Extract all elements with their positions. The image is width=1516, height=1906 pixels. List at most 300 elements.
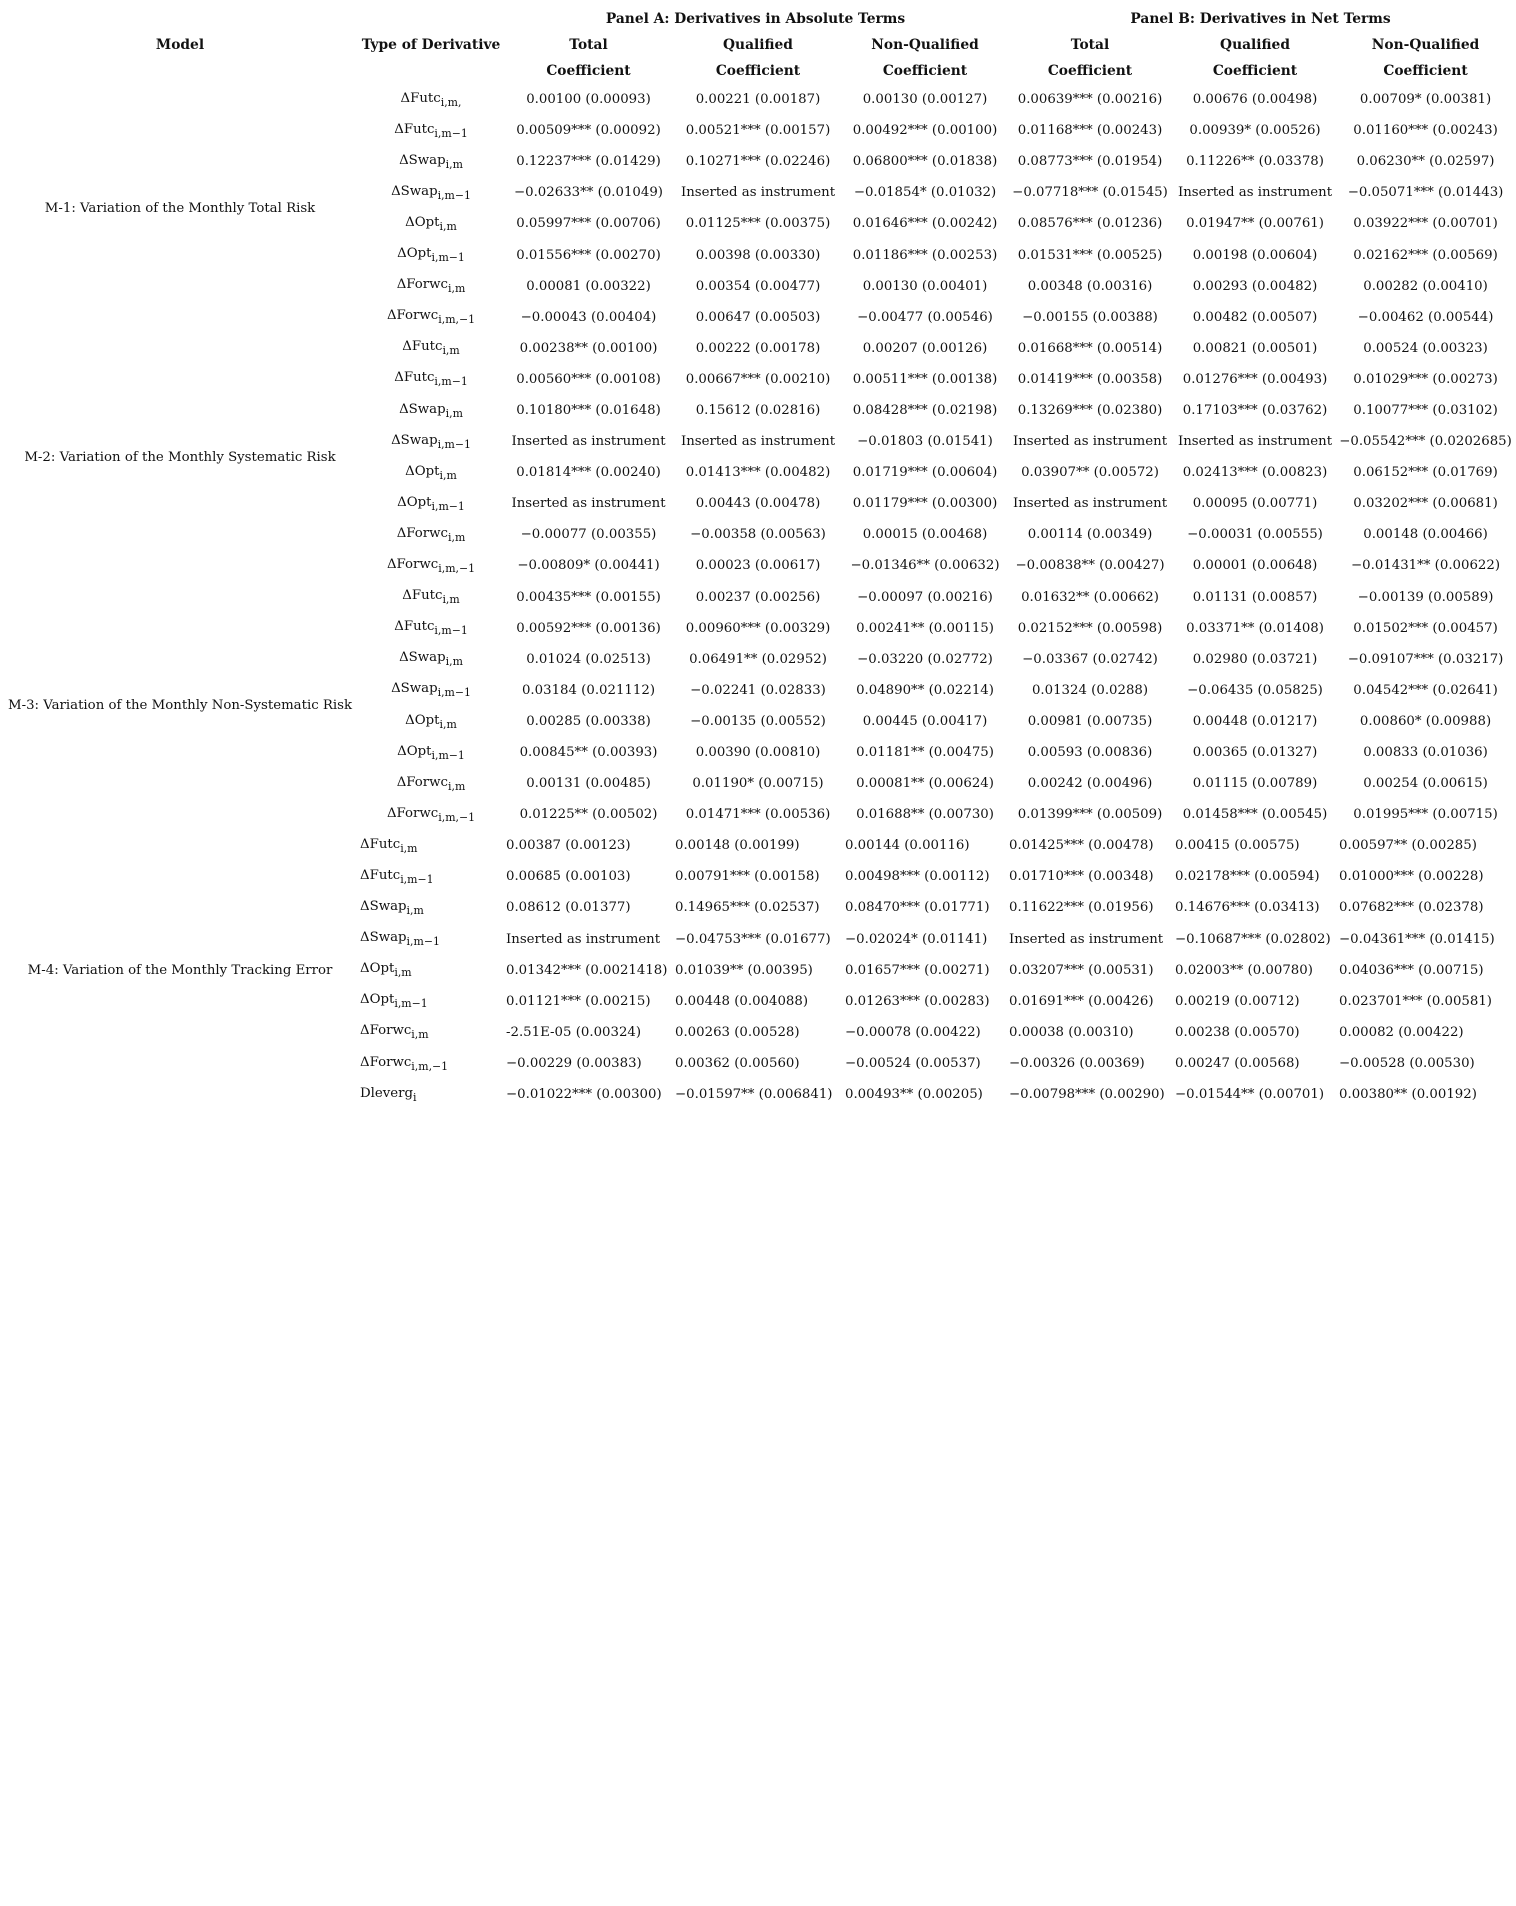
coefficient-cell: 0.00130 (0.00401) [862, 278, 988, 294]
derivative-symbol: ΔSwap [399, 401, 446, 417]
coefficient-cell: 0.17103*** (0.03762) [1182, 402, 1328, 418]
derivative-subscript: i,m,−1 [411, 1059, 449, 1073]
derivative-symbol: ΔFutc [394, 619, 435, 635]
coefficient-cell: 0.11226** (0.03378) [1186, 154, 1324, 170]
coefficient-cell: −0.00155 (0.00388) [1022, 309, 1158, 325]
derivative-symbol: ΔFutc [402, 339, 443, 355]
coefficient-cell: 0.02980 (0.03721) [1192, 651, 1318, 667]
panel-a-header: Panel A: Derivatives in Absolute Terms [605, 11, 906, 27]
coefficient-cell: 0.05997*** (0.00706) [516, 216, 661, 232]
coefficient-cell: −0.00524 (0.00537) [845, 1055, 981, 1071]
coefficient-cell: 0.00263 (0.00528) [675, 1024, 800, 1040]
coefficient-cell: 0.01995*** (0.00715) [1353, 807, 1498, 823]
derivative-subscript: i,m [448, 530, 466, 544]
derivative-subscript: i,m,−1 [438, 561, 476, 575]
derivative-symbol: ΔSwap [391, 183, 438, 199]
coefficient-cell: Inserted as instrument [506, 931, 661, 947]
coefficient-cell: Inserted as instrument [1012, 496, 1168, 512]
coefficient-cell: 0.00221 (0.00187) [695, 92, 821, 108]
derivative-type-cell [358, 613, 504, 644]
derivative-subscript: i,m [445, 655, 463, 669]
coefficient-cell: 0.00254 (0.00615) [1363, 776, 1488, 792]
coefficient-cell: 0.02162*** (0.00569) [1353, 247, 1498, 263]
coefficient-cell: Inserted as instrument [680, 434, 836, 450]
derivative-type-cell [358, 1079, 504, 1110]
derivative-symbol: ΔForwc [396, 277, 448, 293]
coefficient-cell: −0.01544** (0.00701) [1175, 1087, 1325, 1103]
coefficient-header: Coefficient [1212, 63, 1298, 79]
coefficient-cell: −0.00798*** (0.00290) [1009, 1087, 1165, 1103]
coefficient-header: Coefficient [546, 63, 631, 79]
coefficient-cell: 0.00482 (0.00507) [1192, 309, 1318, 325]
derivative-symbol: ΔForwc [386, 308, 439, 324]
derivative-subscript: i,m−1 [406, 934, 440, 948]
coefficient-cell: 0.02413*** (0.00823) [1182, 465, 1328, 481]
coefficient-cell: 0.00081 (0.00322) [526, 278, 651, 294]
coefficient-cell: 0.00023 (0.00617) [695, 558, 821, 574]
model-label: M-2: Variation of the Monthly Systematic Risk [24, 449, 336, 465]
coefficient-cell: 0.00860* (0.00988) [1359, 713, 1492, 729]
coefficient-cell: 0.14965*** (0.02537) [675, 900, 820, 916]
derivative-type-cell [358, 861, 504, 892]
derivative-type-cell [358, 924, 504, 955]
derivative-subscript: i,m [394, 966, 412, 980]
coefficient-cell: 0.00148 (0.00466) [1363, 527, 1488, 543]
derivative-symbol: ΔOpt [397, 246, 432, 262]
derivative-symbol: ΔFutc [400, 90, 441, 106]
coefficient-cell: 0.00293 (0.00482) [1192, 278, 1318, 294]
coefficient-cell: 0.00448 (0.01217) [1192, 713, 1318, 729]
coefficient-cell: 0.10271*** (0.02246) [685, 154, 831, 170]
coefficient-cell: 0.01719*** (0.00604) [852, 465, 998, 481]
derivative-type-cell [358, 582, 504, 613]
coefficient-cell: 0.01710*** (0.00348) [1009, 869, 1154, 885]
coefficient-cell: 0.00282 (0.00410) [1363, 278, 1488, 294]
coefficient-cell: 0.01399*** (0.00509) [1017, 807, 1163, 823]
derivative-subscript: i,m, [440, 95, 462, 109]
derivative-subscript: i,m [400, 841, 418, 855]
coefficient-cell: 0.00443 (0.00478) [695, 496, 821, 512]
derivative-type-cell [358, 706, 504, 737]
coefficient-header: Coefficient [715, 63, 801, 79]
derivative-symbol: ΔFutc [360, 836, 401, 852]
coefficient-cell: 0.01419*** (0.00358) [1017, 371, 1163, 387]
coefficient-cell: −0.00139 (0.00589) [1357, 589, 1494, 605]
coefficient-cell: 0.01190* (0.00715) [692, 776, 824, 792]
coefficient-cell: 0.00647 (0.00503) [695, 309, 821, 325]
derivative-symbol: ΔSwap [391, 432, 438, 448]
coefficient-cell: 0.03371** (0.01408) [1186, 620, 1324, 636]
coefficient-cell: 0.01125*** (0.00375) [685, 216, 831, 232]
coefficient-cell: −0.01431** (0.00622) [1351, 558, 1501, 574]
coefficient-cell: 0.00960*** (0.00329) [685, 620, 831, 636]
coefficient-cell: 0.00038 (0.00310) [1009, 1024, 1134, 1040]
coefficient-cell: 0.08428*** (0.02198) [852, 402, 998, 418]
derivative-subscript: i,m−1 [434, 126, 468, 140]
coefficient-cell: Inserted as instrument [511, 434, 666, 450]
derivative-symbol: ΔForwc [396, 525, 448, 541]
derivative-subscript: i [413, 1090, 417, 1104]
coefficient-cell: −0.00229 (0.00383) [506, 1055, 642, 1071]
derivative-symbol: ΔForwc [386, 805, 439, 821]
coefficient-cell: 0.00511*** (0.00138) [852, 371, 998, 387]
coefficient-cell: −0.01597** (0.006841) [675, 1087, 833, 1103]
coefficient-cell: 0.06230** (0.02597) [1356, 154, 1495, 170]
derivative-type-cell [358, 675, 504, 706]
coefficient-cell: −0.00077 (0.00355) [520, 527, 657, 543]
table-row [2, 84, 1514, 115]
coefficient-cell: 0.01668*** (0.00514) [1017, 340, 1163, 356]
coefficient-cell: 0.03922*** (0.00701) [1353, 216, 1498, 232]
coefficient-cell: 0.04542*** (0.02641) [1353, 682, 1498, 698]
coefficient-cell: 0.00939* (0.00526) [1189, 123, 1321, 139]
coefficient-cell: 0.11622*** (0.01956) [1009, 900, 1154, 916]
derivative-type-cell [358, 550, 504, 581]
coefficient-cell: 0.06152*** (0.01769) [1353, 465, 1498, 481]
derivative-type-cell [358, 177, 504, 208]
derivative-symbol: ΔSwap [399, 650, 446, 666]
coefficient-cell: 0.06491** (0.02952) [689, 651, 827, 667]
coefficient-cell: 0.01471*** (0.00536) [685, 807, 831, 823]
derivative-type-cell [358, 737, 504, 768]
derivative-subscript: i,m [406, 903, 424, 917]
derivative-type-cell [358, 1017, 504, 1048]
model-label: M-3: Variation of the Monthly Non-Systematic Risk [7, 698, 353, 714]
derivative-type-cell [358, 115, 504, 146]
coefficient-cell: 0.01531*** (0.00525) [1017, 247, 1163, 263]
coefficient-cell: Inserted as instrument [1177, 434, 1333, 450]
coefficient-cell: 0.00448 (0.004088) [675, 993, 809, 1009]
coefficient-cell: 0.03207*** (0.00531) [1009, 962, 1154, 978]
derivative-subscript: i,m−1 [437, 437, 471, 451]
derivative-type-cell [358, 1048, 504, 1079]
derivative-type-cell [358, 986, 504, 1017]
coefficient-cell: 0.01181** (0.00475) [856, 745, 994, 761]
coefficient-cell: −0.04753*** (0.01677) [675, 931, 831, 947]
coefficient-cell: 0.00237 (0.00256) [695, 589, 821, 605]
derivative-symbol: ΔFutc [402, 588, 443, 604]
coefficient-cell: −0.00078 (0.00422) [845, 1024, 981, 1040]
coefficient-cell: 0.01000*** (0.00228) [1339, 869, 1484, 885]
derivative-subscript: i,m−1 [431, 499, 465, 513]
coefficient-cell: −0.00838** (0.00427) [1015, 558, 1165, 574]
coefficient-cell: 0.01425*** (0.00478) [1009, 838, 1154, 854]
coefficient-cell: 0.01225** (0.00502) [519, 807, 658, 823]
coefficient-cell: 0.08470*** (0.01771) [845, 900, 990, 916]
derivative-symbol: ΔOpt [405, 215, 440, 231]
coefficient-cell: 0.01657*** (0.00271) [845, 962, 990, 978]
derivative-type-cell [358, 830, 504, 861]
coefficient-cell: 0.01024 (0.02513) [526, 651, 651, 667]
coefficient-cell: 0.00238 (0.00570) [1175, 1024, 1300, 1040]
coefficient-cell: 0.06800*** (0.01838) [852, 154, 998, 170]
coefficient-cell: 0.00821 (0.00501) [1192, 340, 1318, 356]
coefficient-cell: 0.00685 (0.00103) [506, 869, 631, 885]
coefficient-cell: 0.00207 (0.00126) [862, 340, 988, 356]
derivative-type-cell [358, 208, 504, 239]
derivative-symbol: ΔSwap [399, 152, 446, 168]
derivative-subscript: i,m [448, 779, 466, 793]
coefficient-cell: 0.02152*** (0.00598) [1017, 620, 1163, 636]
coefficient-cell: 0.01029*** (0.00273) [1353, 371, 1498, 387]
coefficient-header: Coefficient [882, 63, 968, 79]
coefficient-cell: 0.01342*** (0.0021418) [506, 962, 668, 978]
derivative-symbol: ΔForwc [386, 557, 439, 573]
derivative-symbol: ΔOpt [405, 712, 440, 728]
coefficient-cell: −0.03367 (0.02742) [1022, 651, 1158, 667]
coefficient-cell: 0.13269*** (0.02380) [1017, 402, 1163, 418]
derivative-symbol: ΔForwc [396, 774, 448, 790]
coefficient-cell: 0.00387 (0.00123) [506, 838, 631, 854]
coefficient-cell: Inserted as instrument [1177, 185, 1333, 201]
coefficient-cell: −0.02633** (0.01049) [513, 185, 663, 201]
coefficient-cell: 0.00524 (0.00323) [1363, 340, 1488, 356]
coefficient-cell: 0.00131 (0.00485) [526, 776, 651, 792]
panel-b-total-header: Total [1070, 37, 1110, 53]
coefficient-cell: 0.08773*** (0.01954) [1017, 154, 1163, 170]
coefficient-cell: −0.00043 (0.00404) [520, 309, 657, 325]
derivative-symbol: ΔForwc [360, 1054, 412, 1070]
coefficient-cell: −0.01803 (0.01541) [857, 434, 993, 450]
coefficient-cell: −0.02241 (0.02833) [690, 682, 826, 698]
derivative-symbol: ΔOpt [360, 992, 395, 1008]
coefficient-cell: 0.00285 (0.00338) [526, 713, 651, 729]
coefficient-cell: 0.03907** (0.00572) [1021, 465, 1159, 481]
derivative-type-cell [358, 799, 504, 830]
derivative-type-cell [358, 239, 504, 270]
derivative-subscript: i,m [445, 406, 463, 420]
coefficient-cell: 0.023701*** (0.00581) [1339, 993, 1492, 1009]
coefficient-cell: 0.00521*** (0.00157) [685, 123, 831, 139]
coefficient-cell: 0.00380** (0.00192) [1339, 1087, 1477, 1103]
regression-table [2, 6, 1514, 1110]
coefficient-cell: −0.05542*** (0.0202685) [1339, 434, 1512, 450]
derivative-type-cell [358, 333, 504, 364]
coefficient-cell: 0.00222 (0.00178) [695, 340, 821, 356]
coefficient-cell: 0.01502*** (0.00457) [1353, 620, 1498, 636]
coefficient-cell: 0.00498*** (0.00112) [845, 869, 990, 885]
derivative-subscript: i,m−1 [437, 188, 471, 202]
coefficient-cell: 0.00597** (0.00285) [1339, 838, 1477, 854]
coefficient-cell: 0.01168*** (0.00243) [1017, 123, 1163, 139]
derivative-subscript: i,m [411, 1028, 429, 1042]
coefficient-cell: 0.00015 (0.00468) [862, 527, 988, 543]
derivative-subscript: i,m [445, 157, 463, 171]
coefficient-cell: 0.03184 (0.021112) [521, 682, 656, 698]
coefficient-cell: −0.07718*** (0.01545) [1012, 185, 1168, 201]
derivative-subscript: i,m [442, 592, 460, 606]
derivative-type-cell [358, 364, 504, 395]
coefficient-cell: 0.04036*** (0.00715) [1339, 962, 1484, 978]
table-body [2, 84, 1514, 1110]
coefficient-cell: 0.01691*** (0.00426) [1009, 993, 1154, 1009]
coefficient-cell: −0.00135 (0.00552) [690, 713, 826, 729]
coefficient-cell: 0.00845** (0.00393) [519, 745, 658, 761]
derivative-subscript: i,m−1 [431, 748, 465, 762]
coefficient-cell: 0.01413*** (0.00482) [685, 465, 831, 481]
derivative-symbol: ΔFutc [394, 121, 435, 137]
coefficient-cell: 0.00242 (0.00496) [1027, 776, 1153, 792]
table-row [2, 333, 1514, 364]
panel-a-qualified-header: Qualified [723, 37, 793, 53]
coefficient-cell: 0.01556*** (0.00270) [516, 247, 661, 263]
derivative-subscript: i,m,−1 [438, 313, 476, 327]
coefficient-cell: 0.00001 (0.00648) [1192, 558, 1318, 574]
derivative-subscript: i,m−1 [437, 686, 471, 700]
derivative-symbol: ΔOpt [405, 463, 440, 479]
coefficient-cell: 0.15612 (0.02816) [695, 402, 821, 418]
derivative-subscript: i,m [439, 717, 457, 731]
coefficient-cell: 0.02003** (0.00780) [1175, 962, 1313, 978]
coefficient-cell: 0.10077*** (0.03102) [1353, 402, 1498, 418]
coefficient-cell: 0.00509*** (0.00092) [516, 123, 661, 139]
coefficient-header: Coefficient [1383, 63, 1468, 79]
coefficient-cell: 0.00560*** (0.00108) [516, 371, 661, 387]
coefficient-cell: −0.00097 (0.00216) [857, 589, 993, 605]
derivative-symbol: ΔOpt [360, 961, 395, 977]
coefficient-cell: 0.02178*** (0.00594) [1175, 869, 1320, 885]
derivative-subscript: i,m−1 [434, 375, 468, 389]
model-header: Model [155, 37, 205, 53]
coefficient-cell: 0.01160*** (0.00243) [1353, 123, 1498, 139]
derivative-symbol: ΔOpt [397, 494, 432, 510]
derivative-subscript: i,m [448, 282, 466, 296]
coefficient-cell: 0.00130 (0.00127) [862, 92, 988, 108]
coefficient-cell: 0.00592*** (0.00136) [516, 620, 661, 636]
coefficient-header: Coefficient [1047, 63, 1133, 79]
coefficient-cell: Inserted as instrument [680, 185, 836, 201]
coefficient-cell: −0.02024* (0.01141) [845, 931, 988, 947]
coefficient-cell: 0.01688** (0.00730) [856, 807, 994, 823]
coefficient-cell: 0.00435*** (0.00155) [516, 589, 661, 605]
coefficient-cell: 0.00238** (0.00100) [519, 340, 658, 356]
derivative-symbol: Dleverg [360, 1085, 414, 1101]
derivative-type-cell [358, 457, 504, 488]
panel-a-total-header: Total [569, 37, 608, 53]
coefficient-cell: 0.14676*** (0.03413) [1175, 900, 1320, 916]
derivative-type-cell [358, 488, 504, 519]
derivative-subscript: i,m−1 [400, 872, 434, 886]
coefficient-cell: 0.00445 (0.00417) [862, 713, 988, 729]
derivative-symbol: ΔFutc [360, 867, 401, 883]
coefficient-cell: 0.01131 (0.00857) [1192, 589, 1318, 605]
coefficient-cell: −0.03220 (0.02772) [857, 651, 993, 667]
derivative-type-cell [358, 395, 504, 426]
derivative-type-cell [358, 302, 504, 333]
derivative-subscript: i,m [439, 468, 457, 482]
coefficient-cell: 0.00148 (0.00199) [675, 838, 800, 854]
coefficient-cell: 0.00667*** (0.00210) [685, 371, 831, 387]
coefficient-cell: 0.01814*** (0.00240) [516, 465, 661, 481]
coefficient-cell: 0.01039** (0.00395) [675, 962, 813, 978]
coefficient-cell: 0.01458*** (0.00545) [1182, 807, 1328, 823]
derivative-subscript: i,m−1 [434, 624, 468, 638]
coefficient-cell: −0.00809* (0.00441) [517, 558, 660, 574]
panel-b-nonqualified-header: Non-Qualified [1371, 37, 1480, 53]
derivative-type-cell [358, 955, 504, 986]
derivative-type-cell [358, 892, 504, 923]
coefficient-cell: 0.08612 (0.01377) [506, 900, 631, 916]
coefficient-cell: −0.00326 (0.00369) [1009, 1055, 1145, 1071]
coefficient-cell: Inserted as instrument [1009, 931, 1164, 947]
panel-a-nonqualified-header: Non-Qualified [871, 37, 979, 53]
model-label: M-4: Variation of the Monthly Tracking Error [27, 962, 333, 978]
coefficient-cell: Inserted as instrument [511, 496, 666, 512]
coefficient-cell: 0.00676 (0.00498) [1192, 92, 1318, 108]
table-row [2, 830, 1514, 861]
derivative-symbol: ΔOpt [397, 743, 432, 759]
coefficient-cell: 0.00390 (0.00810) [695, 745, 821, 761]
coefficient-cell: 0.00100 (0.00093) [526, 92, 651, 108]
coefficient-cell: Inserted as instrument [1012, 434, 1168, 450]
coefficient-cell: 0.00095 (0.00771) [1192, 496, 1318, 512]
coefficient-cell: 0.12237*** (0.01429) [516, 154, 661, 170]
derivative-type-cell [358, 84, 504, 115]
derivative-type-cell [358, 519, 504, 550]
coefficient-cell: 0.01646*** (0.00242) [852, 216, 998, 232]
table-row [2, 582, 1514, 613]
coefficient-cell: -2.51E-05 (0.00324) [506, 1024, 642, 1040]
coefficient-cell: 0.00492*** (0.00100) [852, 123, 998, 139]
coefficient-cell: 0.10180*** (0.01648) [516, 402, 661, 418]
coefficient-cell: 0.01179*** (0.00300) [852, 496, 998, 512]
coefficient-cell: 0.00493** (0.00205) [845, 1087, 983, 1103]
derivative-type-cell [358, 426, 504, 457]
coefficient-cell: 0.01186*** (0.00253) [852, 247, 998, 263]
coefficient-cell: 0.01947** (0.00761) [1186, 216, 1324, 232]
coefficient-cell: −0.00528 (0.00530) [1339, 1055, 1475, 1071]
coefficient-cell: 0.00348 (0.00316) [1027, 278, 1153, 294]
panel-b-qualified-header: Qualified [1220, 37, 1290, 53]
coefficient-cell: 0.00247 (0.00568) [1175, 1055, 1300, 1071]
coefficient-cell: 0.00398 (0.00330) [695, 247, 821, 263]
coefficient-cell: 0.04890** (0.02214) [856, 682, 994, 698]
derivative-symbol: ΔSwap [360, 899, 407, 915]
derivative-type-cell [358, 146, 504, 177]
panel-b-header: Panel B: Derivatives in Net Terms [1130, 11, 1391, 27]
coefficient-cell: 0.00365 (0.01327) [1192, 745, 1318, 761]
derivative-subscript: i,m−1 [394, 997, 428, 1011]
coefficient-cell: 0.08576*** (0.01236) [1017, 216, 1163, 232]
coefficient-cell: 0.00082 (0.00422) [1339, 1024, 1464, 1040]
coefficient-cell: 0.00198 (0.00604) [1192, 247, 1318, 263]
coefficient-cell: −0.00358 (0.00563) [690, 527, 826, 543]
coefficient-cell: −0.01854* (0.01032) [853, 185, 997, 201]
coefficient-cell: 0.01263*** (0.00283) [845, 993, 990, 1009]
coefficient-cell: −0.00477 (0.00546) [857, 309, 993, 325]
coefficient-cell: 0.01115 (0.00789) [1192, 776, 1318, 792]
coefficient-cell: 0.01632** (0.00662) [1021, 589, 1159, 605]
derivative-subscript: i,m,−1 [438, 810, 476, 824]
derivative-symbol: ΔSwap [391, 681, 438, 697]
derivative-symbol: ΔForwc [360, 1023, 412, 1039]
derivative-symbol: ΔFutc [394, 370, 435, 386]
derivative-type-cell [358, 644, 504, 675]
coefficient-cell: 0.01121*** (0.00215) [506, 993, 651, 1009]
coefficient-cell: 0.00219 (0.00712) [1175, 993, 1300, 1009]
coefficient-cell: 0.03202*** (0.00681) [1353, 496, 1498, 512]
coefficient-cell: 0.00081** (0.00624) [856, 776, 994, 792]
coefficient-cell: 0.00833 (0.01036) [1363, 745, 1488, 761]
coefficient-cell: −0.04361*** (0.01415) [1339, 931, 1495, 947]
coefficient-cell: −0.09107*** (0.03217) [1347, 651, 1504, 667]
coefficient-cell: 0.00415 (0.00575) [1175, 838, 1300, 854]
coefficient-cell: 0.00362 (0.00560) [675, 1055, 800, 1071]
coefficient-cell: 0.07682*** (0.02378) [1339, 900, 1484, 916]
coefficient-cell: 0.01276*** (0.00493) [1182, 371, 1328, 387]
coefficient-cell: 0.00114 (0.00349) [1027, 527, 1153, 543]
derivative-subscript: i,m−1 [431, 250, 465, 264]
